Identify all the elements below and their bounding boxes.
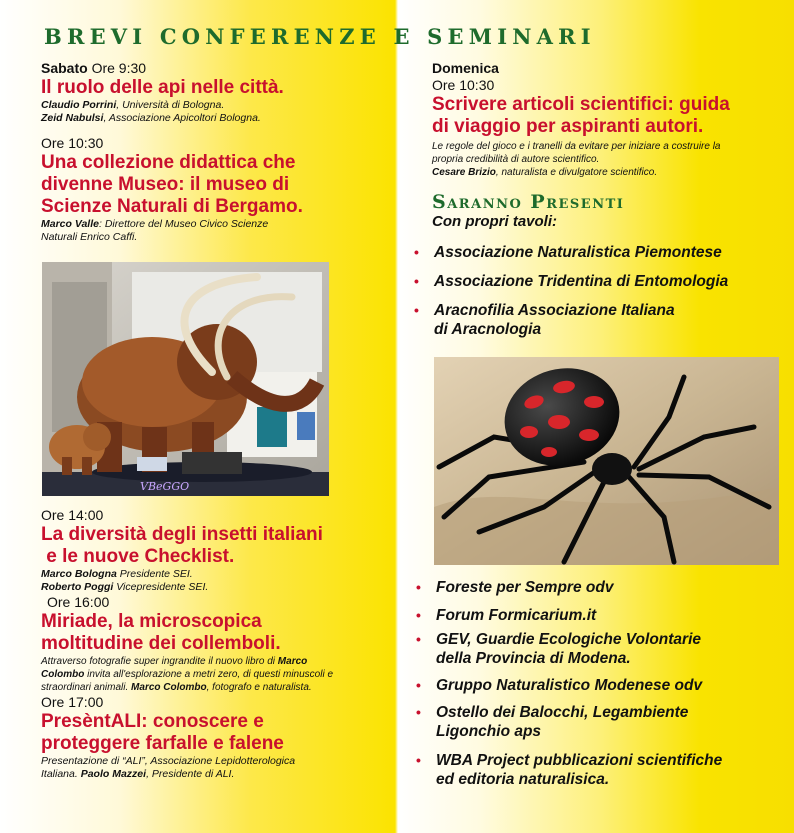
- day-label-sunday: Domenica: [432, 60, 499, 76]
- speaker-line: Naturali Enrico Caffi.: [41, 231, 138, 243]
- sunday-column: [414, 60, 782, 339]
- bullet-icon: •: [414, 302, 419, 318]
- talk-description: propria credibilità di autore scientifico.: [432, 154, 600, 165]
- talk-description: straordinari animali. Marco Colombo, fotografo e naturalista.: [41, 682, 312, 693]
- bullet-icon: •: [414, 273, 419, 289]
- list-item: • Aracnofilia Associazione Italiana di Aracnologia: [414, 302, 675, 338]
- talk-time: Ore 10:30: [432, 77, 495, 93]
- mammoth-illustration: [42, 262, 329, 496]
- spider-illustration: [434, 357, 779, 565]
- talk-title: Miriade, la microscopica: [41, 611, 262, 632]
- list-item: • Foreste per Sempre odv: [416, 579, 614, 596]
- museum-mammoth-photo: [42, 262, 329, 496]
- talk-sat-1-time: Sabato Ore 9:30: [41, 60, 147, 76]
- bullet-icon: •: [416, 607, 421, 623]
- photo-watermark: VBeGGO: [140, 480, 190, 493]
- speaker-line: Marco Bologna Presidente SEI.: [41, 568, 193, 580]
- talk-title: Scrivere articoli scientifici: guida: [432, 94, 730, 115]
- exhibitor-list-1: [414, 243, 782, 339]
- talk-time: Ore 17:00: [41, 694, 104, 710]
- talk-title: La diversità degli insetti italiani: [41, 524, 323, 545]
- speaker-line: Zeid Nabulsi, Associazione Apicoltori Bologna.: [41, 112, 261, 124]
- talk-title: Scienze Naturali di Bergamo.: [41, 196, 303, 217]
- exhibitors-heading: Saranno Presenti: [432, 191, 625, 213]
- talk-time: Ore 14:00: [41, 507, 104, 523]
- talk-time: Ore 10:30: [41, 135, 104, 151]
- list-item: • Associazione Tridentina di Entomologia: [414, 273, 729, 290]
- bullet-icon: •: [416, 579, 421, 595]
- talk-title: Una collezione didattica che: [41, 152, 296, 173]
- speaker-line: Claudio Porrini, Università di Bologna.: [41, 99, 225, 111]
- saturday-column: [41, 60, 386, 244]
- page-title: BREVI CONFERENZE E SEMINARI: [44, 24, 596, 49]
- day-label-saturday: Sabato: [41, 60, 88, 76]
- talk-time: Ore 16:00: [47, 594, 110, 610]
- exhibitor-list-2: [416, 578, 784, 789]
- bullet-icon: •: [416, 677, 421, 693]
- bullet-icon: •: [416, 752, 421, 768]
- talk-title: proteggere farfalle e falene: [41, 733, 284, 754]
- talk-title: divenne Museo: il museo di: [41, 174, 290, 195]
- list-item: • Gruppo Naturalistico Modenese odv: [416, 677, 703, 694]
- list-item: • Associazione Naturalistica Piemontese: [414, 244, 722, 261]
- talk-description: Le regole del gioco e i tranelli da evitare per iniziare a costruire la: [432, 141, 721, 152]
- talk-description: Cesare Brizio, naturalista e divulgatore scientifico.: [432, 167, 658, 178]
- speaker-line: Roberto Poggi Vicepresidente SEI.: [41, 581, 209, 593]
- talk-title: PresèntALI: conoscere e: [41, 711, 264, 732]
- talk-title: moltitudine dei collemboli.: [41, 633, 281, 654]
- list-item: • GEV, Guardie Ecologiche Volontarie della Provincia di Modena.: [416, 631, 702, 667]
- spider-photo: [434, 357, 779, 565]
- talk-title: e le nuove Checklist.: [41, 546, 235, 567]
- talk-title: di viaggio per aspiranti autori.: [432, 116, 704, 137]
- saturday-afternoon: [41, 507, 386, 781]
- list-item: • WBA Project pubblicazioni scientifiche ed editoria naturalisica.: [416, 752, 723, 788]
- talk-title: Il ruolo delle api nelle città.: [41, 77, 284, 98]
- talk-description: Colombo invita all'esplorazione a metri zero, di questi minuscoli e: [41, 669, 334, 680]
- talk-description: Attraverso fotografie super ingrandite il nuovo libro di Marco: [41, 656, 308, 667]
- list-item: • Forum Formicarium.it: [416, 607, 597, 624]
- speaker-line: Marco Valle: Direttore del Museo Civico Scienze: [41, 218, 269, 230]
- bullet-icon: •: [414, 244, 419, 260]
- talk-description: Presentazione di “ALI”, Associazione Lepidotterologica: [41, 755, 296, 767]
- list-item: • Ostello dei Balocchi, Legambiente Ligonchio aps: [416, 704, 689, 740]
- bullet-icon: •: [416, 704, 421, 720]
- bullet-icon: •: [416, 631, 421, 647]
- talk-description: Italiana. Paolo Mazzei, Presidente di ALI.: [41, 768, 235, 780]
- exhibitors-subheading: Con propri tavoli:: [432, 213, 557, 230]
